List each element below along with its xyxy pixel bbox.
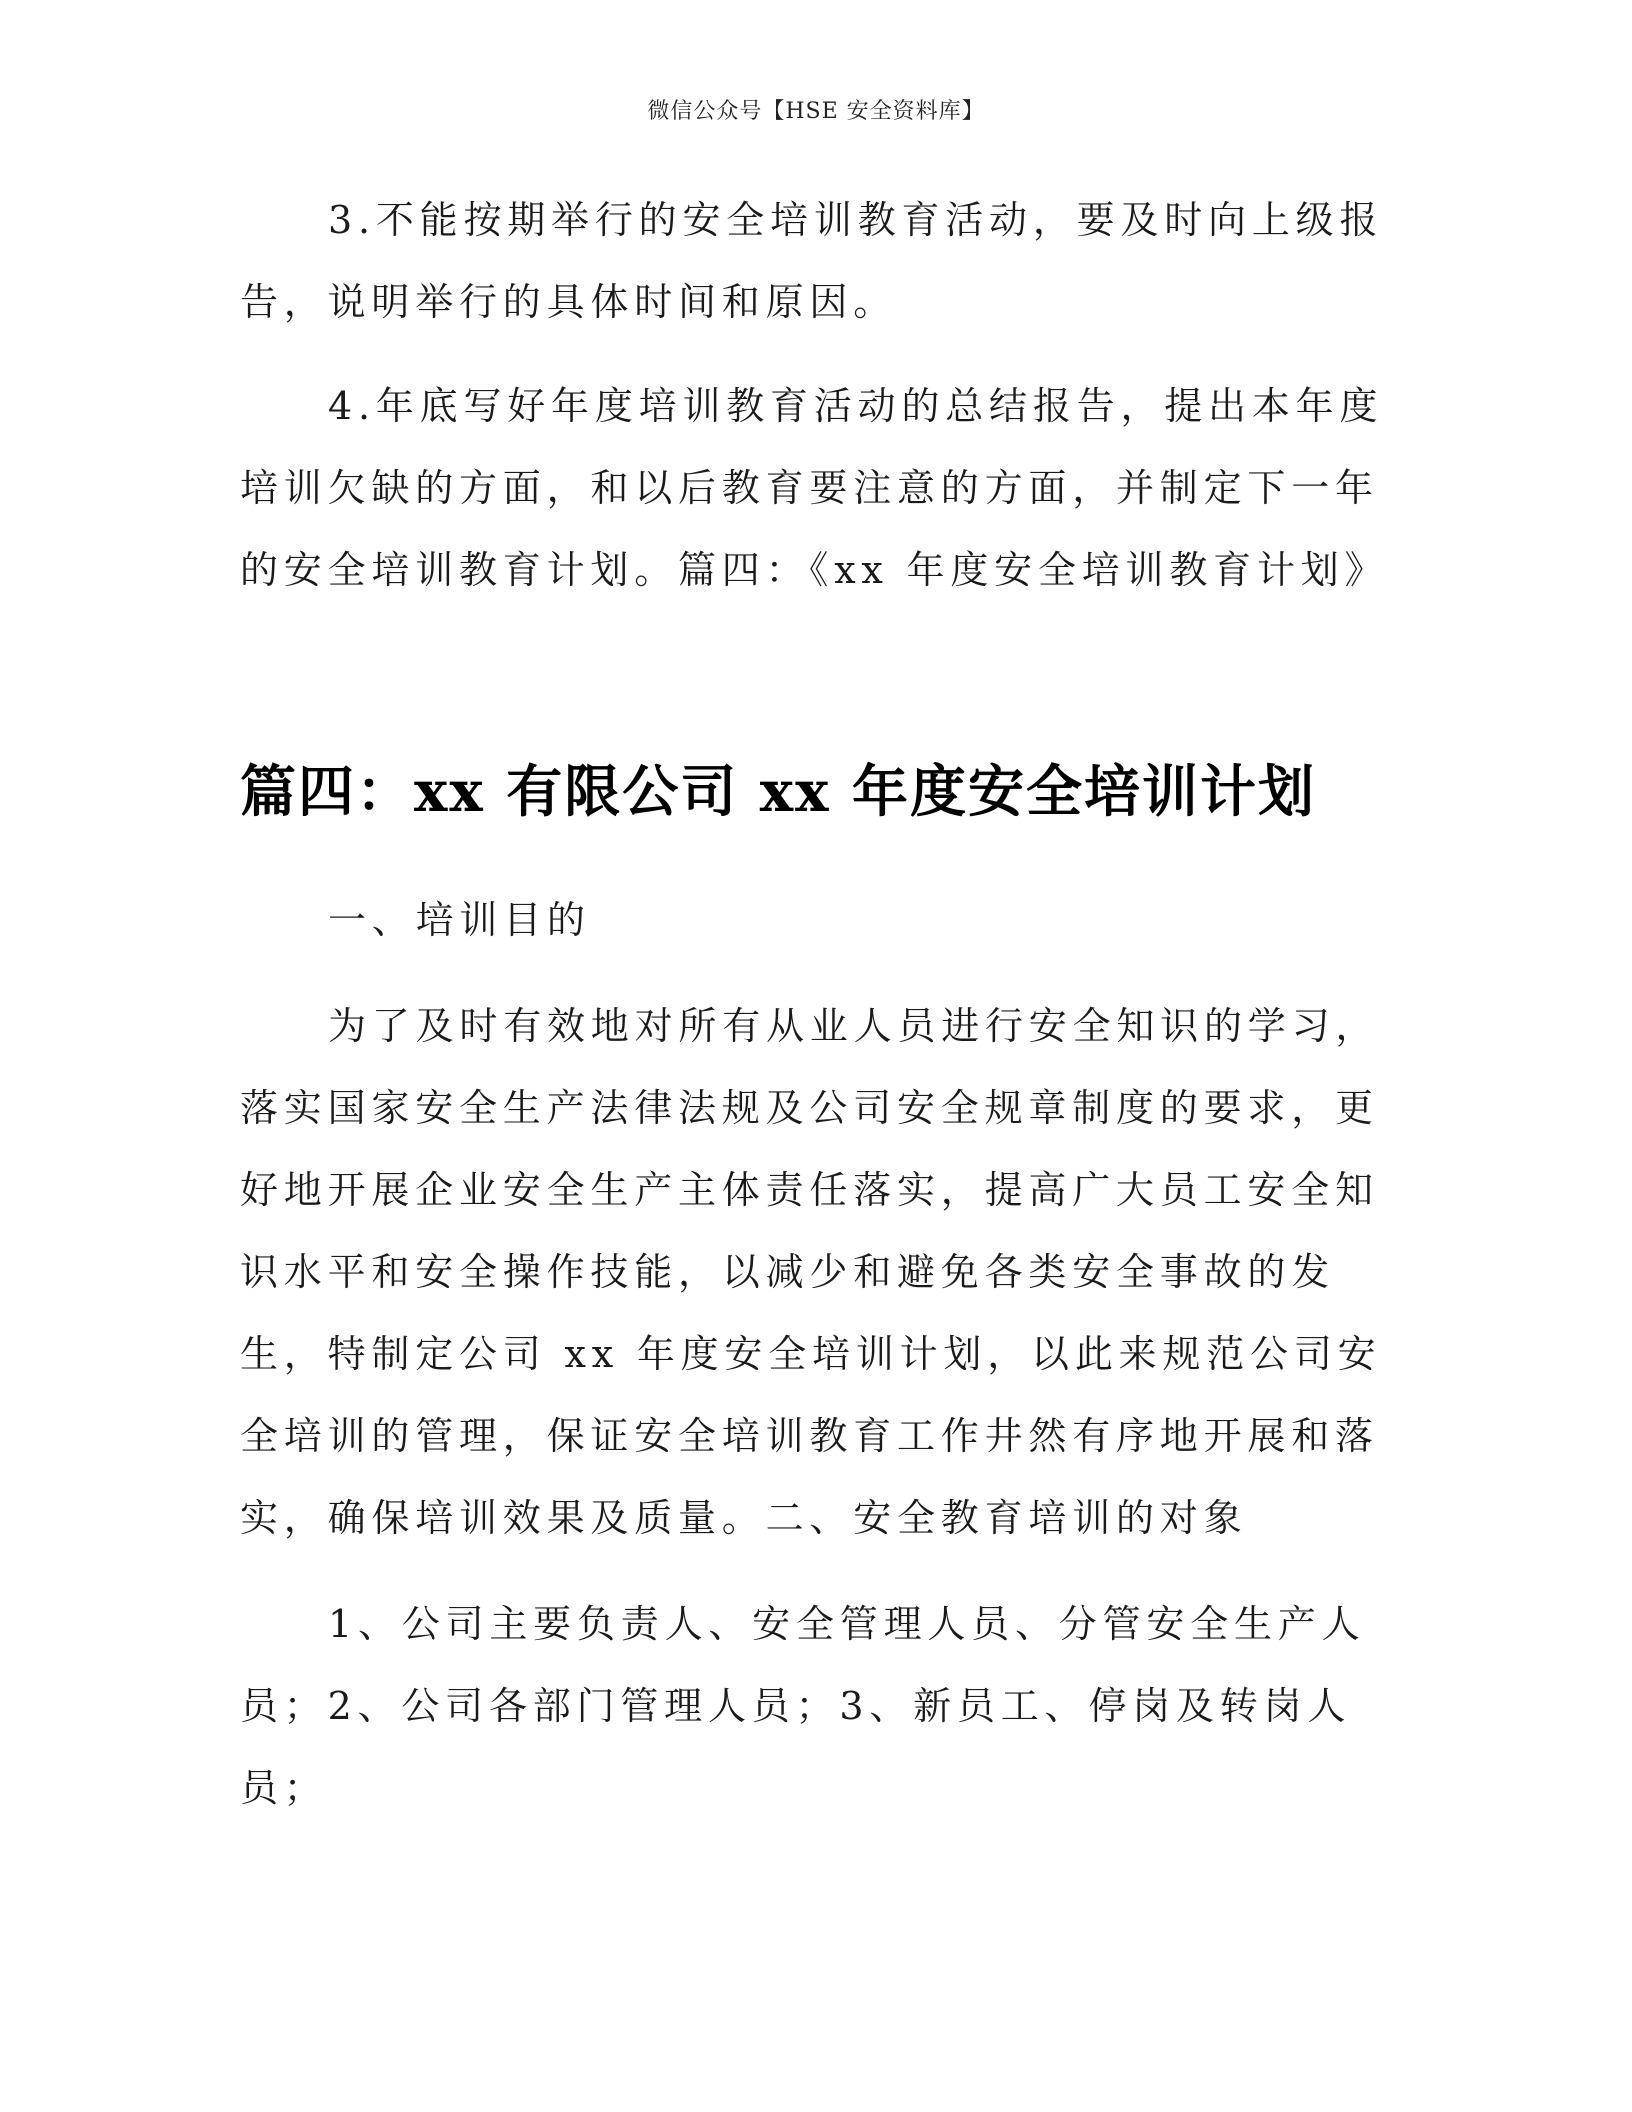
page-header: 微信公众号【HSE 安全资料库】	[647, 99, 985, 124]
subsection-title-purpose: 一、培训目的	[328, 898, 591, 942]
paragraph-training-targets: 1、公司主要负责人、安全管理人员、分管安全生产人员；2、公司各部门管理人员；3、新员工、停岗及转岗人员；	[240, 1602, 1366, 1810]
paragraph-item-3: 3.不能按期举行的安全培训教育活动，要及时向上级报告，说明举行的具体时间和原因。	[240, 198, 1384, 324]
paragraph-item-4: 4.年底写好年度培训教育活动的总结报告，提出本年度培训欠缺的方面，和以后教育要注意的方面，并制定下一年的安全培训教育计划。篇四：《xx 年度安全培训教育计划》	[240, 384, 1389, 592]
paragraph-purpose: 为了及时有效地对所有从业人员进行安全知识的学习，落实国家安全生产法律法规及公司安全规章制度的要求，更好地开展企业安全生产主体责任落实，提高广大员工安全知识水平和安全操作技能，以减少和避免各类安全事故的发生，特制定公司 xx 年度安全培训计划，以此来规范公司安全培训的管理，保证安全培训教育工作井然有序地开展和落实，确保培训效果及质量。二、安全教育培训的对象	[240, 1004, 1382, 1540]
section-heading: 篇四：xx 有限公司 xx 年度安全培训计划	[240, 759, 1317, 825]
